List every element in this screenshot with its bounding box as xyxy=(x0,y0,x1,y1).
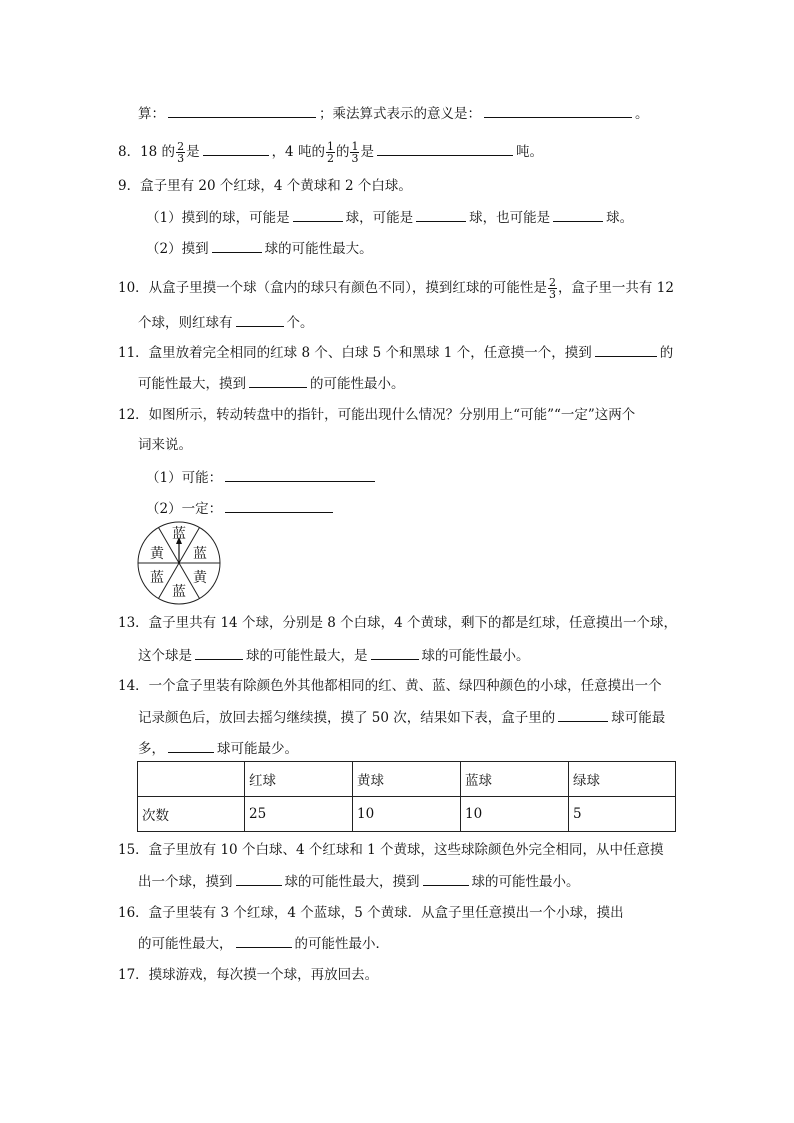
q11-text-d: 的可能性最小。 xyxy=(310,376,405,392)
q15-text-b: 出一个球，摸到 xyxy=(138,874,233,890)
q9-p1-text-d: 球。 xyxy=(606,210,634,226)
q14-blank-1[interactable] xyxy=(558,708,608,722)
q10-text-d: 个。 xyxy=(286,315,314,331)
q11-line-1 xyxy=(118,343,673,362)
q10-text-a: 10．从盒子里摸一个球（盒内的球只有颜色不同），摸到红球的可能性是 xyxy=(118,280,547,296)
q16-blank[interactable] xyxy=(236,934,292,948)
q8-line xyxy=(118,141,543,164)
q16-line-1: 16．盒子里装有 3 个红球，4 个蓝球，5 个黄球．从盒子里任意摸出一个小球，摸出 xyxy=(118,905,624,921)
q10-blank[interactable] xyxy=(236,313,284,327)
table-row xyxy=(138,797,676,832)
q13-text-c: 球的可能性最大，是 xyxy=(246,648,368,664)
q17-line: 17．摸球游戏，每次摸一个球，再放回去。 xyxy=(118,967,379,983)
q8-text-b: 是 xyxy=(186,144,200,160)
q14-line-1: 14．一个盒子里装有除颜色外其他都相同的红、黄、蓝、绿四种颜色的小球，任意摸出一个 xyxy=(118,678,662,694)
table-header-cell: 绿球 xyxy=(569,762,676,797)
spinner-sector-label: 蓝 xyxy=(193,546,207,562)
q13-blank-2[interactable] xyxy=(371,646,419,660)
q14-text-e: 球可能最少。 xyxy=(217,741,298,757)
table-header-cell: 红球 xyxy=(245,762,353,797)
q8-text-a: 8．18 的 xyxy=(118,144,176,160)
q9-p1-text-b: 球，可能是 xyxy=(345,210,414,226)
q15-line-1: 15．盒子里放有 10 个白球、4 个红球和 1 个黄球，这些球除颜色外完全相同，从中任意摸 xyxy=(118,842,664,858)
table-cell: 次数 xyxy=(138,797,245,832)
q9-p2-text-b: 球的可能性最大。 xyxy=(264,241,373,257)
q16-line-2 xyxy=(138,934,389,953)
table-header-row xyxy=(138,762,676,797)
q16-text-c: 的可能性最小． xyxy=(294,936,389,952)
q7-blank-1[interactable] xyxy=(168,104,316,118)
q10-text-c: 个球，则红球有 xyxy=(138,315,233,331)
q16-text-b: 的可能性最大， xyxy=(138,936,233,952)
q9-p1-blank-1[interactable] xyxy=(293,208,343,222)
q11-text-b: 的 xyxy=(659,345,674,361)
q7-end: 。 xyxy=(635,106,649,122)
q12-p1-label: （1）可能： xyxy=(146,470,223,486)
q11-text-a: 11．盒里放着完全相同的红球 8 个、白球 5 个和黑球 1 个，任意摸一个，摸到 xyxy=(118,345,592,361)
q15-text-d: 球的可能性最小。 xyxy=(471,874,580,890)
table-cell: 10 xyxy=(353,797,461,832)
q12-p1-blank[interactable] xyxy=(225,468,375,482)
frequency-table xyxy=(137,761,676,832)
q14-line-2 xyxy=(138,708,665,727)
q9-part-2 xyxy=(146,239,373,258)
spinner-sector-label: 黄 xyxy=(193,570,207,586)
q10-fraction: $\frac{2}{3}$ xyxy=(548,276,556,301)
spinner-wheel xyxy=(135,520,225,606)
q8-blank-2[interactable] xyxy=(377,142,513,156)
q10-line-1 xyxy=(118,277,674,300)
q7-prefix: 算： xyxy=(138,106,165,122)
q11-line-2 xyxy=(138,374,405,393)
q14-text-b: 记录颜色后，放回去摇匀继续摸，摸了 50 次，结果如下表，盒子里的 xyxy=(138,710,556,726)
q13-line-1: 13．盒子里共有 14 个球，分别是 8 个白球，4 个黄球，剩下的都是红球，任意摸出一个球， xyxy=(118,615,677,631)
q8-text-d: 的 xyxy=(335,144,350,160)
q13-text-d: 球的可能性最小。 xyxy=(421,648,530,664)
q11-text-c: 可能性最大，摸到 xyxy=(138,376,246,392)
spinner-sector-label: 蓝 xyxy=(172,526,186,542)
q9-p2-blank[interactable] xyxy=(212,239,262,253)
q7-mid: ；乘法算式表示的意义是： xyxy=(319,106,481,122)
q8-fraction-2: $\frac{1}{2}$ xyxy=(326,140,334,165)
q7-line xyxy=(138,104,649,123)
q9-p2-text-a: （2）摸到 xyxy=(146,241,209,257)
q11-blank-2[interactable] xyxy=(249,374,307,388)
q15-text-c: 球的可能性最大，摸到 xyxy=(284,874,420,890)
table-header-cell: 黄球 xyxy=(353,762,461,797)
q9-p1-text-c: 球，也可能是 xyxy=(469,210,551,226)
q15-blank-1[interactable] xyxy=(236,872,282,886)
q12-p2-label: （2）一定： xyxy=(146,501,223,517)
q9-p1-text-a: （1）摸到的球，可能是 xyxy=(146,210,290,226)
q8-fraction-1: $\frac{2}{3}$ xyxy=(177,140,185,165)
q8-text-c: ，4 吨的 xyxy=(271,144,325,160)
spinner-sector-label: 蓝 xyxy=(150,570,164,586)
q15-blank-2[interactable] xyxy=(423,872,469,886)
table-cell: 25 xyxy=(245,797,353,832)
q12-part-2 xyxy=(146,499,336,518)
q8-text-f: 吨。 xyxy=(515,144,543,160)
table-header-cell xyxy=(138,762,245,797)
q12-p2-blank[interactable] xyxy=(225,499,333,513)
q13-line-2 xyxy=(138,646,530,665)
q14-text-d: 多， xyxy=(138,741,165,757)
q10-text-b: ，盒子里一共有 12 xyxy=(557,280,674,296)
q8-blank-1[interactable] xyxy=(203,142,269,156)
q12-line-2: 词来说。 xyxy=(138,437,192,453)
q10-line-2 xyxy=(138,313,314,332)
q11-blank-1[interactable] xyxy=(595,343,657,357)
q9-part-1 xyxy=(146,208,633,227)
q14-text-c: 球可能最 xyxy=(611,710,666,726)
table-cell: 10 xyxy=(461,797,569,832)
spinner-sector-label: 蓝 xyxy=(172,584,186,600)
q13-blank-1[interactable] xyxy=(195,646,243,660)
table-header-cell: 蓝球 xyxy=(461,762,569,797)
q12-part-1 xyxy=(146,468,378,487)
q9-p1-blank-2[interactable] xyxy=(416,208,466,222)
q14-blank-2[interactable] xyxy=(168,739,214,753)
q12-line-1: 12．如图所示，转动转盘中的指针，可能出现什么情况？分别用上“可能”“一定”这两个 xyxy=(118,407,636,423)
spinner-sector-label: 黄 xyxy=(150,546,164,562)
q9-p1-blank-3[interactable] xyxy=(553,208,603,222)
table-cell: 5 xyxy=(569,797,676,832)
q8-text-e: 是 xyxy=(360,144,374,160)
q14-line-3 xyxy=(138,739,298,758)
q7-blank-2[interactable] xyxy=(484,104,632,118)
q15-line-2 xyxy=(138,872,580,891)
q9-stem: 9．盒子里有 20 个红球，4 个黄球和 2 个白球。 xyxy=(118,178,412,194)
q8-fraction-3: $\frac{1}{3}$ xyxy=(351,140,359,165)
q13-text-b: 这个球是 xyxy=(138,648,192,664)
